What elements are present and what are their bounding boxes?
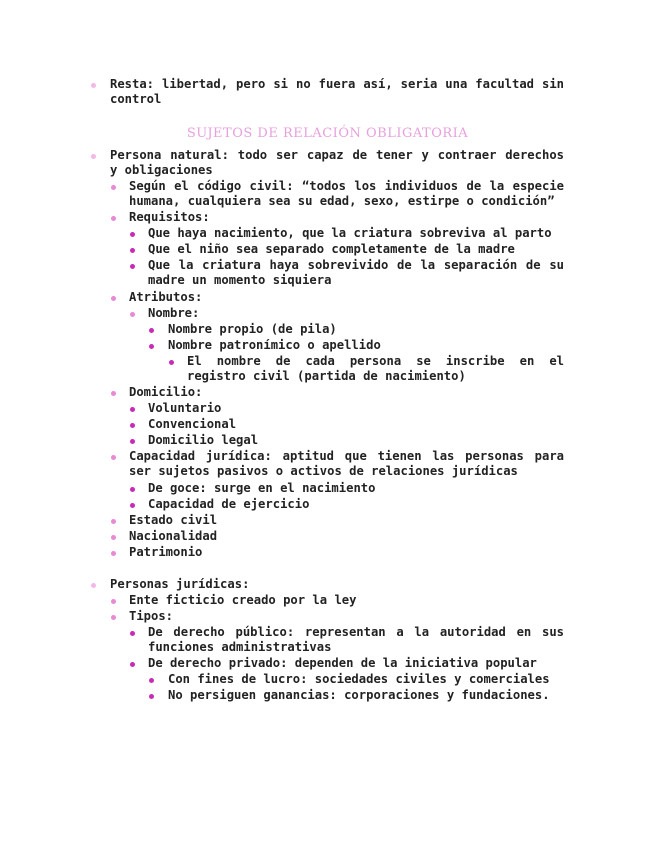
- requisito-item: Que la criatura haya sobrevivido de la separación de su madre un momento siquiera: [148, 258, 564, 287]
- bullet-dot: [111, 455, 116, 460]
- bullet-dot: [149, 328, 154, 333]
- requisito-item: Que haya nacimiento, que la criatura sobreviva al parto: [148, 226, 552, 240]
- derecho-privado-text: De derecho privado: dependen de la iniciativa popular: [148, 656, 537, 670]
- tipos-label: Tipos:: [129, 609, 174, 623]
- bullet-dot: [130, 423, 135, 428]
- ente-text: Ente ficticio creado por la ley: [129, 593, 357, 607]
- nombre-label: Nombre:: [148, 306, 200, 320]
- bullet-dot: [111, 391, 116, 396]
- bullet-dot: [91, 583, 96, 588]
- section-title: SUJETOS DE RELACIÓN OBLIGATORIA: [186, 126, 469, 141]
- capacidad-item: Capacidad de ejercicio: [148, 497, 310, 511]
- bullet-dot: [130, 264, 135, 269]
- bullet-dot: [111, 551, 116, 556]
- domicilio-item: Domicilio legal: [148, 433, 259, 447]
- nombre-item: Nombre patronímico o apellido: [168, 338, 381, 352]
- codigo-civil-text: Según el código civil: “todos los individuos de la especie humana, cualquiera sea su edad, sexo, estirpe o condición”: [129, 179, 564, 208]
- resta-text: Resta: libertad, pero si no fuera así, seria una facultad sin control: [110, 77, 564, 106]
- bullet-dot: [111, 519, 116, 524]
- atributo-item: Nacionalidad: [129, 529, 218, 543]
- atributos-label: Atributos:: [129, 290, 203, 304]
- bullet-dot: [130, 487, 135, 492]
- domicilio-label: Domicilio:: [129, 385, 203, 399]
- bullet-dot: [130, 248, 135, 253]
- requisitos-label: Requisitos:: [129, 210, 210, 224]
- bullet-dot: [149, 678, 154, 683]
- bullet-dot: [130, 662, 135, 667]
- bullet-dot: [111, 599, 116, 604]
- bullet-dot: [130, 503, 135, 508]
- derecho-publico-text: De derecho público: representan a la autoridad en sus funciones administrativas: [148, 625, 564, 654]
- atributo-item: Patrimonio: [129, 545, 203, 559]
- bullet-dot: [130, 439, 135, 444]
- bullet-dot: [91, 83, 96, 88]
- registro-text: El nombre de cada persona se inscribe en el registro civil (partida de nacimiento): [187, 354, 564, 383]
- bullet-dot: [111, 185, 116, 190]
- requisito-item: Que el niño sea separado completamente de la madre: [148, 242, 515, 256]
- bullet-dot: [130, 407, 135, 412]
- privado-item: Con fines de lucro: sociedades civiles y comerciales: [168, 672, 550, 686]
- nombre-item: Nombre propio (de pila): [168, 322, 337, 336]
- capacidad-text: Capacidad jurídica: aptitud que tienen las personas para ser sujetos pasivos o activos de relaciones jurídicas: [129, 449, 564, 478]
- bullet-dot: [111, 296, 116, 301]
- atributo-item: Estado civil: [129, 513, 218, 527]
- bullet-dot: [91, 154, 96, 159]
- bullet-dot: [149, 694, 154, 699]
- bullet-dot: [111, 615, 116, 620]
- bullet-dot: [111, 535, 116, 540]
- domicilio-item: Voluntario: [148, 401, 222, 415]
- capacidad-item: De goce: surge en el nacimiento: [148, 481, 376, 495]
- bullet-dot: [169, 360, 174, 365]
- bullet-dot: [130, 312, 135, 317]
- bullet-dot: [111, 216, 116, 221]
- bullet-dot: [149, 344, 154, 349]
- privado-item: No persiguen ganancias: corporaciones y fundaciones.: [168, 688, 550, 702]
- persona-natural-text: Persona natural: todo ser capaz de tener y contraer derechos y obligaciones: [110, 148, 564, 177]
- bullet-dot: [130, 232, 135, 237]
- domicilio-item: Convencional: [148, 417, 237, 431]
- bullet-dot: [130, 631, 135, 636]
- personas-juridicas-text: Personas jurídicas:: [110, 577, 250, 591]
